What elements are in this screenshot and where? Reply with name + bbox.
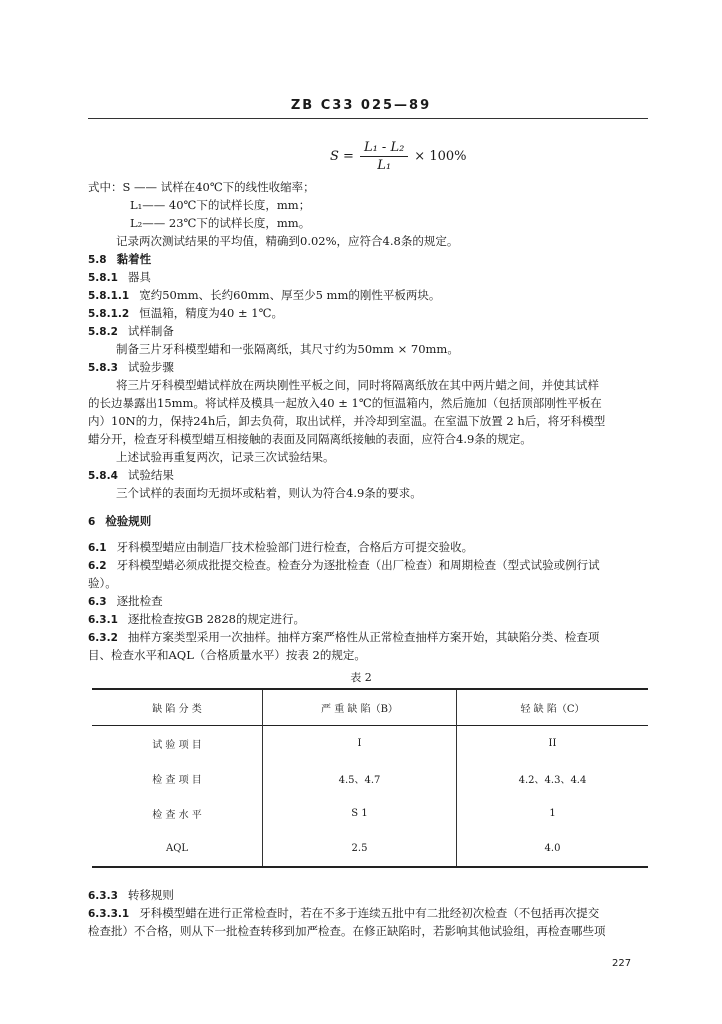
header-cell: 缺 陷 分 类 [92,689,263,726]
formula-fraction [360,140,408,173]
table-cell: I [263,726,457,762]
section-5-8-2: 5.8.2 试样制备 [88,324,174,338]
table-row [92,796,648,831]
procedure-line: 的长边暴露出15mm。将试样及模具一起放入40 ± 1℃的恒温箱内，然后施加（包括顶部刚性平板在 [88,396,602,410]
table-cell: 4.0 [544,843,561,854]
shrinkage-formula [330,140,467,173]
table-cell: 试 验 项 目 [92,726,263,762]
table-cell: AQL [92,831,263,867]
table-row [92,831,648,867]
where-line-l1: L₁—— 40℃下的试样长度，mm； [130,198,311,212]
table-row [92,726,648,762]
section-6-3-3-1: 6.3.3.1 牙科模型蜡在进行正常检查时，若在不多于连续五批中有二批经初次检查（不包括再次提交 [88,906,600,920]
section-5-8-1-1: 5.8.1.1 宽约50mm、长约60mm、厚至少5 mm的刚性平板两块。 [88,288,441,302]
header-rule [88,118,648,119]
formula-lhs: S = [330,149,354,164]
page-number: 227 [612,958,632,969]
section-6-3-2-cont: 目、检查水平和AQL（合格质量水平）按表 2的规定。 [88,648,366,662]
section-6-1: 6.1 牙科模型蜡应由制造厂技术检验部门进行检查，合格后方可提交验收。 [88,540,474,554]
table-caption: 表 2 [350,671,372,684]
record-text: 记录两次测试结果的平均值，精确到0.02%，应符合4.8条的规定。 [116,234,459,248]
procedure-repeat: 上述试验再重复两次，记录三次试验结果。 [116,450,335,464]
where-line-l2: L₂—— 23℃下的试样长度，mm。 [130,216,311,230]
section-5-8-3: 5.8.3 试验步骤 [88,360,174,374]
table-header-row [92,689,648,726]
standard-header: ZB C33 025—89 [290,98,432,113]
section-6-3: 6.3 逐批检查 [88,594,163,608]
section-6-2-cont: 验）。 [88,576,117,590]
section-5-8-2-text: 制备三片牙科模型蜡和一张隔离纸，其尺寸约为50mm × 70mm。 [116,342,459,356]
section-5-8-4-text: 三个试样的表面均无损坏或粘着，则认为符合4.9条的要求。 [116,486,422,500]
table-cell: II [548,738,557,749]
formula-denominator: L₁ [377,158,392,173]
section-6: 6 检验规则 [88,514,152,528]
table-cell: 4.5、4.7 [263,761,457,796]
procedure-line: 蜡分开，检查牙科模型蜡互相接触的表面及同隔离纸接触的表面，应符合4.9条的规定。 [88,432,532,446]
table-cell: 4.2、4.3、4.4 [518,775,587,786]
table-cell: 检 查 水 平 [92,796,263,831]
table-cell: 检 查 项 目 [92,761,263,796]
formula-rhs: × 100% [414,149,467,164]
section-6-3-3-1-cont: 检查批）不合格，则从下一批检查转移到加严检查。在修正缺陷时，若影响其他试验组，再检查哪些项 [88,924,606,938]
table-cell: S 1 [263,796,457,831]
where-line-s: 式中：S —— 试样在40℃下的线性收缩率； [88,180,315,194]
procedure-line: 内）10N的力，保持24h后，卸去负荷，取出试样，并冷却到室温。在室温下放置 2 h后，将牙科模型 [88,414,606,428]
defect-table [92,688,648,868]
procedure-line: 将三片牙科模型蜡试样放在两块刚性平板之间，同时将隔离纸放在其中两片蜡之间，并使其试样 [116,378,599,392]
table-row [92,761,648,796]
formula-numerator: L₁ - L₂ [360,140,408,157]
header-cell: 严 重 缺 陷（B） [263,689,457,726]
table-cell: 2.5 [263,831,457,867]
section-6-2: 6.2 牙科模型蜡必须成批提交检查。检查分为逐批检查（出厂检查）和周期检查（型式试验或例行试 [88,558,600,572]
section-5-8: 5.8 黏着性 [88,252,152,266]
section-5-8-1-2: 5.8.1.2 恒温箱，精度为40 ± 1℃。 [88,306,283,320]
section-6-3-1: 6.3.1 逐批检查按GB 2828的规定进行。 [88,612,305,626]
section-5-8-4: 5.8.4 试验结果 [88,468,174,482]
section-5-8-1: 5.8.1 器具 [88,270,151,284]
section-6-3-3: 6.3.3 转移规则 [88,888,174,902]
section-6-3-2: 6.3.2 抽样方案类型采用一次抽样。抽样方案严格性从正常检查抽样方案开始，其缺陷分类、检查项 [88,630,600,644]
header-cell: 轻 缺 陷（C） [520,704,585,715]
table-cell: 1 [549,808,556,819]
